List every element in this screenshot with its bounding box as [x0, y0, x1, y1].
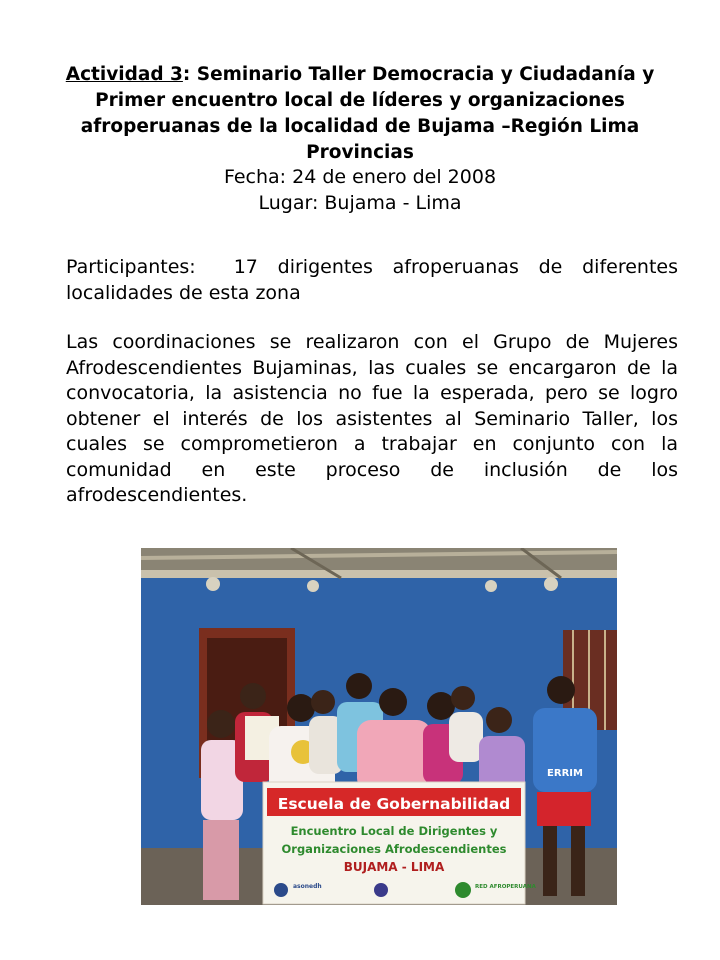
activity-title: : Seminario Taller Democracia y Ciudadanía y Primer encuentro local de líderes y organizaciones afroperuanas de la localidad de Bujama –Región Lima Provincias	[80, 64, 655, 163]
participants-text: 17 dirigentes afroperuanas de diferentes localidades de esta zona	[66, 256, 678, 304]
description-paragraph: Las coordinaciones se realizaron con el Grupo de Mujeres Afrodescendientes Bujaminas, las cuales se encargaron de la convocatoria, la asistencia no fue la esperada, pero se logro obtener el interés de los asistentes al Seminario Taller, los cuales se comprometieron a trabajar en conjunto con la comunidad en este proceso de inclusión de los afrodescendientes.	[66, 331, 678, 506]
banner-line-3: Organizaciones Afrodescendientes	[281, 842, 507, 856]
event-date: Fecha: 24 de enero del 2008	[223, 166, 497, 188]
banner-line-1: Escuela de Gobernabilidad	[277, 795, 511, 813]
activity-label: Actividad 3	[65, 64, 183, 85]
shirt-text: ERRIM	[547, 768, 583, 779]
banner-line-4: BUJAMA - LIMA	[343, 860, 445, 874]
document-heading	[50, 62, 670, 166]
group-photo	[141, 548, 617, 905]
participants-paragraph	[66, 255, 678, 306]
participants-label: Participantes:	[66, 256, 196, 278]
banner-logo-center-icon	[374, 883, 388, 897]
event-meta	[50, 164, 670, 216]
event-place: Lugar: Bujama - Lima	[258, 192, 462, 214]
group-photo-illustration	[141, 548, 617, 905]
banner-logo-right-icon	[455, 882, 471, 898]
banner-logo-left-text: asonedh	[293, 883, 322, 890]
banner-logo-left-icon	[274, 883, 288, 897]
banner-line-2: Encuentro Local de Dirigentes y	[290, 824, 498, 838]
banner-logo-right-text: RED AFROPERUANA	[475, 884, 536, 890]
banner	[263, 782, 537, 904]
